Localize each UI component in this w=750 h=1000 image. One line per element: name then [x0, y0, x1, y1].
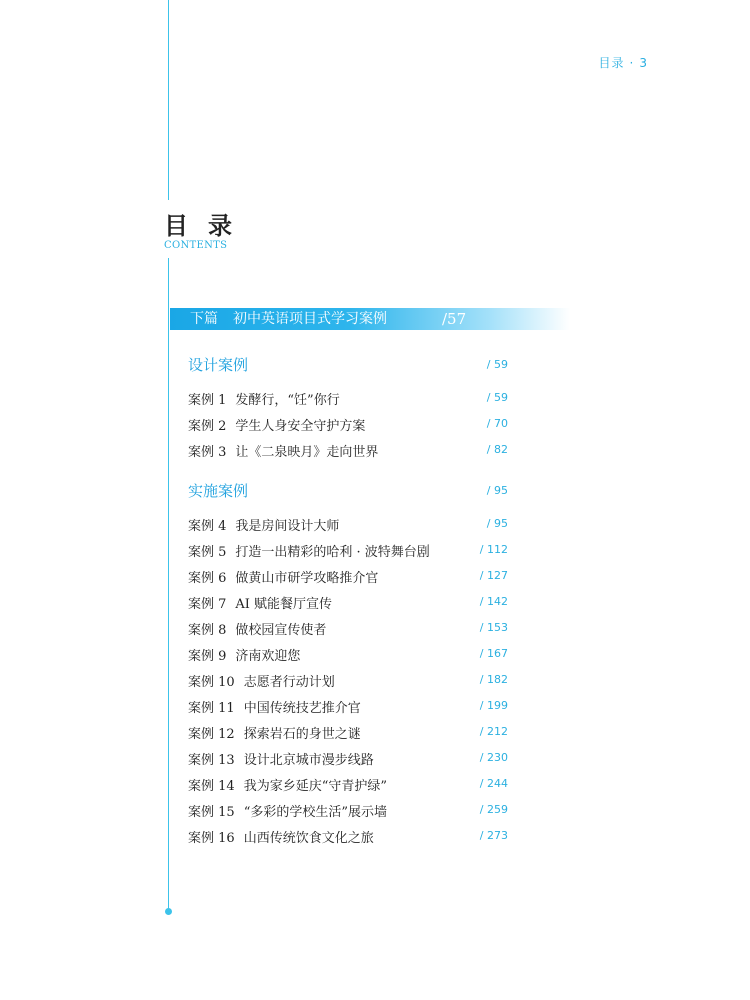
part-banner-title: 初中英语项目式学习案例 [233, 311, 387, 327]
toc-case-number: 案例 6 [188, 571, 227, 586]
toc-case-number: 案例 4 [188, 519, 227, 534]
toc-case-number: 案例 5 [188, 545, 227, 560]
toc-entry[interactable] [188, 441, 378, 460]
toc-case-number: 案例 1 [188, 393, 227, 408]
toc-entry[interactable] [188, 593, 332, 612]
toc-entry-title: 我是房间设计大师 [235, 519, 340, 534]
toc-entry-title: AI 赋能餐厅宣传 [235, 597, 333, 612]
toc-entry[interactable] [188, 541, 430, 560]
toc-case-number: 案例 13 [188, 753, 235, 768]
toc-case-number: 案例 16 [188, 831, 235, 846]
toc-entry[interactable] [188, 515, 339, 534]
toc-entry[interactable] [188, 723, 361, 742]
toc-entry-page: / 182 [479, 673, 508, 686]
toc-entry-title: 山西传统饮食文化之旅 [243, 831, 374, 846]
margin-rule-top [168, 0, 169, 200]
toc-entry-title: 中国传统技艺推介官 [243, 701, 361, 716]
toc-entry-title: 发酵行，“饪”你行 [235, 393, 340, 408]
toc-entry-page: / 95 [486, 517, 508, 530]
section-page: / 95 [486, 484, 508, 497]
toc-case-number: 案例 11 [188, 701, 235, 716]
toc-entry-page: / 112 [479, 543, 508, 556]
toc-entry[interactable] [188, 801, 387, 820]
toc-entry-page: / 82 [486, 443, 508, 456]
toc-entry-title: 志愿者行动计划 [243, 675, 335, 690]
section-page: / 59 [486, 358, 508, 371]
toc-entry-page: / 153 [479, 621, 508, 634]
toc-entry[interactable] [188, 697, 361, 716]
toc-entry-page: / 230 [479, 751, 508, 764]
toc-entry[interactable] [188, 749, 374, 768]
toc-entry[interactable] [188, 671, 335, 690]
toc-entry-title: 做校园宣传使者 [235, 623, 327, 638]
toc-case-number: 案例 15 [188, 805, 235, 820]
toc-entry[interactable] [188, 645, 300, 664]
toc-entry[interactable] [188, 775, 387, 794]
running-header-label: 目录 [598, 56, 625, 70]
toc-entry-title: 打造一出精彩的哈利 · 波特舞台剧 [235, 545, 430, 560]
toc-case-number: 案例 12 [188, 727, 235, 742]
toc-entry-title: 我为家乡延庆“守青护绿” [243, 779, 387, 794]
toc-entry-page: / 212 [479, 725, 508, 738]
toc-entry-page: / 273 [479, 829, 508, 842]
toc-entry-title: 做黄山市研学攻略推介官 [235, 571, 379, 586]
page-number: 3 [639, 56, 648, 70]
toc-case-number: 案例 8 [188, 623, 227, 638]
section-heading[interactable]: 实施案例 [188, 482, 249, 500]
toc-case-number: 案例 7 [188, 597, 227, 612]
toc-entry-page: / 70 [486, 417, 508, 430]
margin-rule-dot [165, 908, 172, 915]
toc-entry[interactable] [188, 619, 326, 638]
toc-entry-title: 济南欢迎您 [235, 649, 301, 664]
toc-entry-page: / 142 [479, 595, 508, 608]
toc-case-number: 案例 14 [188, 779, 235, 794]
toc-entry-page: / 199 [479, 699, 508, 712]
toc-case-number: 案例 10 [188, 675, 235, 690]
running-header [599, 54, 648, 71]
page-subtitle: CONTENTS [164, 240, 228, 251]
toc-entry-title: 探索岩石的身世之谜 [243, 727, 361, 742]
part-banner-page: /57 [442, 310, 467, 328]
toc-entry-title: 让《二泉映月》走向世界 [235, 445, 379, 460]
toc-entry-page: / 259 [479, 803, 508, 816]
toc-entry-title: 学生人身安全守护方案 [235, 419, 366, 434]
part-banner[interactable] [170, 308, 570, 330]
section-heading[interactable]: 设计案例 [188, 356, 249, 374]
toc-case-number: 案例 2 [188, 419, 227, 434]
toc-entry-page: / 244 [479, 777, 508, 790]
toc-entry[interactable] [188, 567, 378, 586]
toc-entry[interactable] [188, 827, 374, 846]
toc-entry[interactable] [188, 415, 365, 434]
part-banner-label: 下篇 [190, 311, 218, 327]
toc-entry-page: / 167 [479, 647, 508, 660]
toc-entry-title: “多彩的学校生活”展示墙 [243, 805, 387, 820]
page-title: 目录 [164, 211, 252, 240]
margin-rule-bottom [168, 258, 169, 910]
toc-entry-title: 设计北京城市漫步线路 [243, 753, 374, 768]
toc-entry-page: / 127 [479, 569, 508, 582]
toc-entry-page: / 59 [486, 391, 508, 404]
toc-case-number: 案例 3 [188, 445, 227, 460]
toc-entry[interactable] [188, 389, 340, 408]
toc-case-number: 案例 9 [188, 649, 227, 664]
running-header-separator: · [629, 56, 635, 70]
